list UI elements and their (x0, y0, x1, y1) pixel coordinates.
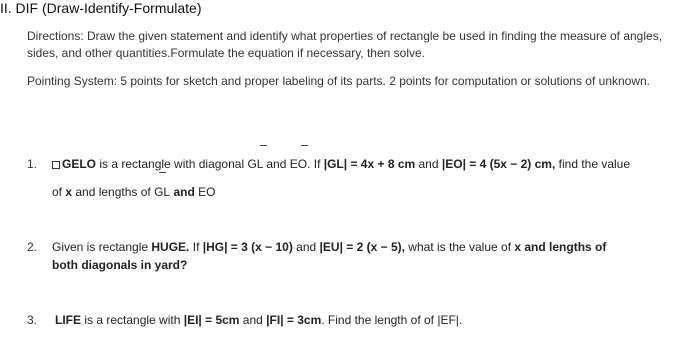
pointing-system-text: Pointing System: 5 points for sketch and proper labeling of its parts. 2 points for computation or solutions of unknown. (27, 74, 651, 88)
item-2-line-2 (52, 257, 187, 273)
item-1-number: 1. (27, 157, 38, 171)
item-3-line-1 (55, 312, 462, 328)
item-2-equation-eu: |EU| = 2 (x − 5), (319, 240, 405, 254)
item-1-line-2 (52, 184, 215, 200)
item-1-segment-gl: GL (247, 157, 264, 171)
item-3-text-a: is a rectangle with (81, 313, 184, 327)
item-2-and-1: and (292, 240, 320, 254)
item-1-shape: GELO (62, 157, 97, 171)
item-1-text-c: find the value (555, 157, 631, 171)
overline-mark (260, 145, 267, 146)
item-1-text-a: is a rectangle with diagonal (96, 157, 248, 171)
item-1-equation-gl: |GL| = 4x + 8 cm (323, 157, 416, 171)
item-1-equation-eo: |EO| = 4 (5x − 2) cm, (441, 157, 556, 171)
item-2-number: 2. (27, 240, 38, 254)
directions-text: Directions: Draw the given statement and identify what properties of rectangle be used in finding the measure of angles, sides, and other quantities.Formulate the equation if necessary, then solve. (27, 29, 663, 60)
item-3-equation-ei: |EI| = 5cm (183, 313, 240, 327)
item-1-and-2: and (415, 157, 442, 171)
item-1-text-b: . If (307, 157, 324, 171)
section-heading: II. DIF (Draw-Identify-Formulate) (0, 0, 202, 16)
item-2-line-1 (52, 239, 606, 255)
item-2-text-b: If (189, 240, 203, 254)
item-1-text-e: and lengths of (72, 185, 155, 199)
overline-mark (301, 145, 308, 146)
item-3-name: LIFE (55, 313, 81, 327)
item-3-and-1: and (239, 313, 267, 327)
item-1-text-d: of (52, 185, 66, 199)
item-1-segment-eo-2: EO (198, 185, 216, 199)
item-3-equation-fi: |FI| = 3cm (266, 313, 322, 327)
item-1-and-1: and (263, 157, 290, 171)
item-1-line-1 (52, 156, 630, 172)
item-2-text-a: Given is rectangle (52, 240, 152, 254)
item-2-equation-hg: |HG| = 3 (x − 10) (202, 240, 293, 254)
item-2-text-d: both diagonals in yard? (52, 258, 188, 272)
item-3-text-b: . Find the length of of |EF|. (321, 313, 463, 327)
rectangle-symbol-icon (52, 161, 60, 169)
overline-mark (159, 172, 166, 173)
item-3-number: 3. (27, 313, 38, 327)
item-1-variable-x: x (65, 185, 73, 199)
item-1-segment-gl-2: GL (154, 185, 171, 199)
item-1-segment-eo: EO (289, 157, 308, 171)
item-1-and-3: and (170, 185, 199, 199)
item-2-variable-x: x and lengths of (514, 240, 607, 254)
item-2-name: HUGE. (151, 240, 190, 254)
item-2-text-c: what is the value of (404, 240, 515, 254)
